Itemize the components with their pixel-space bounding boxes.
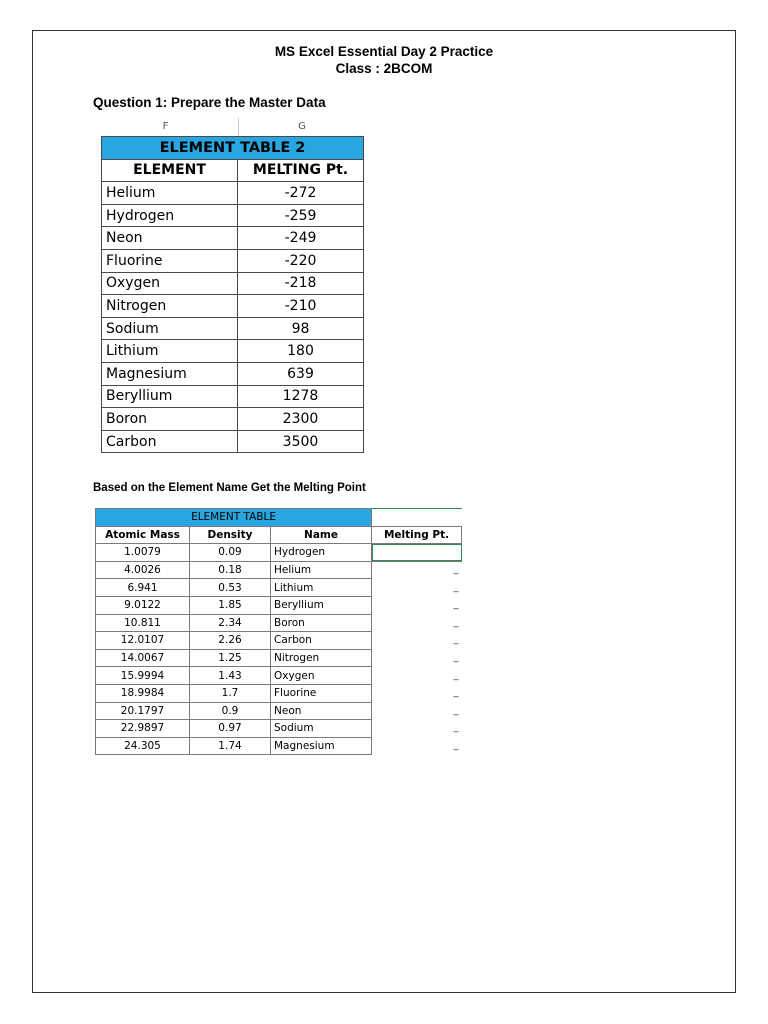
cell-dash-mark: _ <box>453 704 459 716</box>
melting-point-output-cell <box>372 649 462 667</box>
density-cell: 1.85 <box>190 596 271 614</box>
table-body <box>96 544 462 755</box>
table-row <box>102 272 364 295</box>
melting-point-cell: -249 <box>238 227 364 250</box>
cell-dash-mark: _ <box>453 616 459 628</box>
header-density: Density <box>190 526 271 544</box>
name-cell: Lithium <box>271 579 372 597</box>
table-row <box>96 702 462 720</box>
cell-dash-mark: _ <box>453 740 459 752</box>
melting-point-output-cell <box>372 684 462 702</box>
name-cell: Boron <box>271 614 372 632</box>
melting-point-cell: 180 <box>238 340 364 363</box>
element-name-cell: Lithium <box>102 340 238 363</box>
cell-dash-mark: _ <box>453 599 459 611</box>
element-name-cell: Oxygen <box>102 272 238 295</box>
element-name-cell: Magnesium <box>102 362 238 385</box>
table-row <box>96 596 462 614</box>
element-name-cell: Neon <box>102 227 238 250</box>
question-1-heading: Question 1: Prepare the Master Data <box>93 95 326 110</box>
name-cell: Hydrogen <box>271 544 372 562</box>
atomic-mass-cell: 14.0067 <box>96 649 190 667</box>
element-name-cell: Sodium <box>102 317 238 340</box>
table-row <box>96 684 462 702</box>
density-cell: 0.18 <box>190 561 271 579</box>
atomic-mass-cell: 6.941 <box>96 579 190 597</box>
table-row <box>96 561 462 579</box>
table-row <box>102 249 364 272</box>
density-cell: 1.7 <box>190 684 271 702</box>
atomic-mass-cell: 10.811 <box>96 614 190 632</box>
table-row <box>96 667 462 685</box>
table-row <box>102 408 364 431</box>
atomic-mass-cell: 15.9994 <box>96 667 190 685</box>
name-cell: Neon <box>271 702 372 720</box>
element-name-cell: Carbon <box>102 430 238 453</box>
density-cell: 0.09 <box>190 544 271 562</box>
element-table <box>95 508 462 755</box>
element-name-cell: Boron <box>102 408 238 431</box>
table-row <box>96 737 462 755</box>
melting-point-output-cell <box>372 667 462 685</box>
melting-point-output-cell <box>372 720 462 738</box>
table-row <box>102 317 364 340</box>
melting-point-cell: 98 <box>238 317 364 340</box>
melting-point-output-cell <box>372 596 462 614</box>
melting-point-cell: 1278 <box>238 385 364 408</box>
table-row <box>96 720 462 738</box>
melting-point-output-cell <box>372 544 462 562</box>
density-cell: 1.25 <box>190 649 271 667</box>
table-body <box>102 182 364 453</box>
melting-point-cell: 639 <box>238 362 364 385</box>
atomic-mass-cell: 4.0026 <box>96 561 190 579</box>
table-row <box>96 544 462 562</box>
melting-point-cell: -210 <box>238 295 364 318</box>
melting-point-cell: 2300 <box>238 408 364 431</box>
cell-dash-mark: _ <box>453 652 459 664</box>
density-cell: 0.97 <box>190 720 271 738</box>
density-cell: 0.9 <box>190 702 271 720</box>
atomic-mass-cell: 12.0107 <box>96 632 190 650</box>
atomic-mass-cell: 18.9984 <box>96 684 190 702</box>
column-letter-headers <box>93 118 365 136</box>
table-title: ELEMENT TABLE <box>96 509 372 527</box>
empty-cell <box>372 509 462 527</box>
header-element: ELEMENT <box>102 159 238 182</box>
cell-dash-mark: _ <box>453 687 459 699</box>
density-cell: 1.74 <box>190 737 271 755</box>
document-title <box>32 43 736 77</box>
atomic-mass-cell: 20.1797 <box>96 702 190 720</box>
melting-point-output-cell <box>372 561 462 579</box>
table-row <box>102 227 364 250</box>
name-cell: Fluorine <box>271 684 372 702</box>
question-2-heading: Based on the Element Name Get the Melting Point <box>93 482 366 494</box>
element-name-cell: Beryllium <box>102 385 238 408</box>
density-cell: 1.43 <box>190 667 271 685</box>
table-row <box>102 385 364 408</box>
master-data-table-image <box>93 118 365 453</box>
table-row <box>96 632 462 650</box>
table-title: ELEMENT TABLE 2 <box>102 137 364 160</box>
header-atomic-mass: Atomic Mass <box>96 526 190 544</box>
name-cell: Carbon <box>271 632 372 650</box>
table-row <box>102 295 364 318</box>
table-row <box>96 649 462 667</box>
cell-dash-mark: _ <box>453 722 459 734</box>
element-name-cell: Hydrogen <box>102 204 238 227</box>
atomic-mass-cell: 1.0079 <box>96 544 190 562</box>
melting-point-cell: -259 <box>238 204 364 227</box>
column-letter-g: G <box>298 121 306 132</box>
cell-dash-mark: _ <box>453 669 459 681</box>
title-line-1: MS Excel Essential Day 2 Practice <box>274 44 494 59</box>
lookup-table-image <box>95 508 462 755</box>
melting-point-output-cell <box>372 632 462 650</box>
table-row <box>102 182 364 205</box>
melting-point-output-cell <box>372 614 462 632</box>
table-row <box>102 362 364 385</box>
table-row <box>96 614 462 632</box>
melting-point-cell: -218 <box>238 272 364 295</box>
table-row <box>102 340 364 363</box>
melting-point-cell: -220 <box>238 249 364 272</box>
density-cell: 2.34 <box>190 614 271 632</box>
table-row <box>96 579 462 597</box>
header-name: Name <box>271 526 372 544</box>
name-cell: Oxygen <box>271 667 372 685</box>
element-name-cell: Helium <box>102 182 238 205</box>
cell-dash-mark: _ <box>453 634 459 646</box>
table-row <box>102 430 364 453</box>
title-line-2: Class : 2BCOM <box>335 61 433 76</box>
melting-point-cell: -272 <box>238 182 364 205</box>
element-name-cell: Nitrogen <box>102 295 238 318</box>
density-cell: 0.53 <box>190 579 271 597</box>
table-row <box>102 204 364 227</box>
atomic-mass-cell: 22.9897 <box>96 720 190 738</box>
name-cell: Nitrogen <box>271 649 372 667</box>
atomic-mass-cell: 9.0122 <box>96 596 190 614</box>
name-cell: Helium <box>271 561 372 579</box>
header-melting-point: Melting Pt. <box>372 526 462 544</box>
melting-point-cell: 3500 <box>238 430 364 453</box>
element-name-cell: Fluorine <box>102 249 238 272</box>
name-cell: Magnesium <box>271 737 372 755</box>
column-letter-f: F <box>93 118 239 136</box>
name-cell: Sodium <box>271 720 372 738</box>
melting-point-output-cell <box>372 737 462 755</box>
cell-dash-mark: _ <box>453 581 459 593</box>
atomic-mass-cell: 24.305 <box>96 737 190 755</box>
element-table-2 <box>101 136 364 453</box>
melting-point-output-cell <box>372 579 462 597</box>
header-melting-point: MELTING Pt. <box>238 159 364 182</box>
name-cell: Beryllium <box>271 596 372 614</box>
melting-point-output-cell <box>372 702 462 720</box>
cell-dash-mark: _ <box>453 564 459 576</box>
density-cell: 2.26 <box>190 632 271 650</box>
